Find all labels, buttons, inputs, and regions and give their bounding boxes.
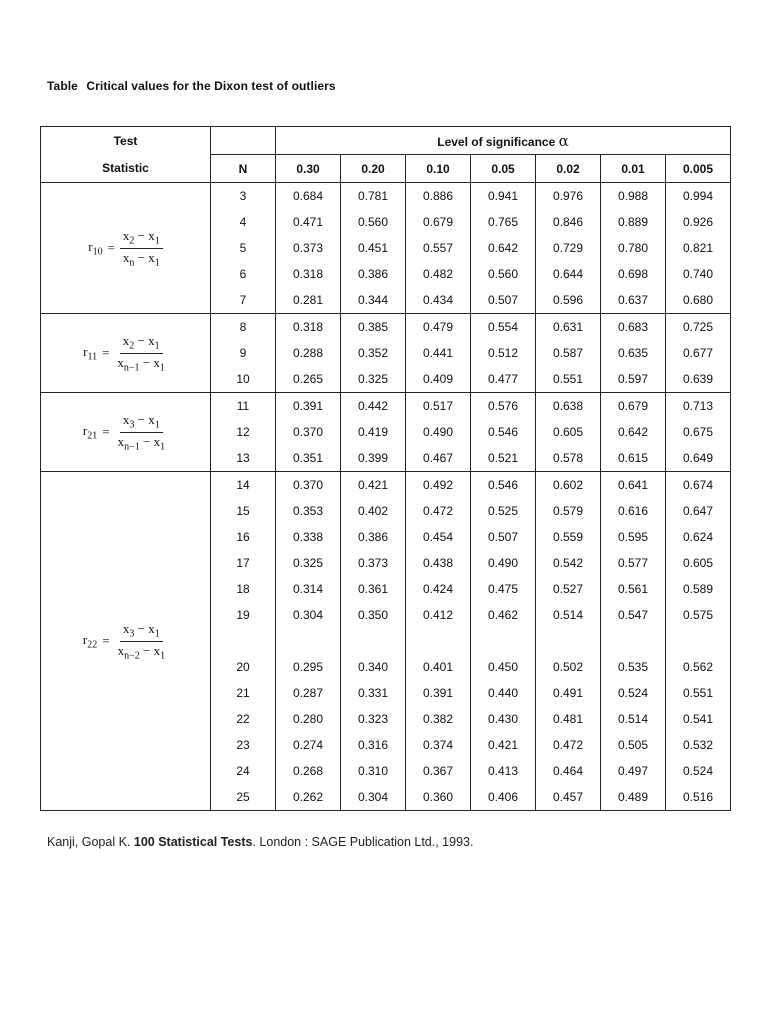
- formula-subscript: 22: [87, 639, 98, 651]
- citation-author: Kanji, Gopal K.: [47, 835, 131, 849]
- critical-value: 0.490: [406, 419, 471, 445]
- formula-symbol: r: [82, 631, 88, 647]
- critical-value: 0.304: [341, 784, 406, 811]
- critical-value: 0.638: [536, 393, 601, 420]
- critical-value: 0.344: [341, 287, 406, 314]
- critical-value: 0.409: [406, 366, 471, 393]
- n-value: 10: [211, 366, 276, 393]
- critical-value: 0.559: [536, 524, 601, 550]
- critical-value: 0.450: [471, 654, 536, 680]
- critical-value: 0.557: [406, 235, 471, 261]
- formula-subscript: n−1: [123, 362, 140, 374]
- header-alpha: 0.005: [666, 155, 731, 183]
- n-value: 22: [211, 706, 276, 732]
- critical-value: 0.318: [276, 314, 341, 341]
- critical-value: 0.941: [471, 183, 536, 210]
- critical-value: 0.587: [536, 340, 601, 366]
- critical-value: 0.385: [341, 314, 406, 341]
- critical-value: 0.360: [406, 784, 471, 811]
- critical-value: 0.442: [341, 393, 406, 420]
- critical-value: 0.370: [276, 419, 341, 445]
- critical-value: 0.780: [601, 235, 666, 261]
- formula-symbol: r: [83, 343, 88, 359]
- formula-symbol: r: [88, 238, 93, 254]
- critical-value: 0.524: [601, 680, 666, 706]
- table-row: [41, 393, 731, 420]
- n-value: 9: [211, 340, 276, 366]
- critical-value: 0.505: [601, 732, 666, 758]
- critical-value: 0.546: [471, 472, 536, 499]
- critical-value: 0.402: [341, 498, 406, 524]
- critical-value: 0.472: [536, 732, 601, 758]
- critical-value: 0.281: [276, 287, 341, 314]
- critical-value: 0.310: [341, 758, 406, 784]
- critical-value: 0.639: [666, 366, 731, 393]
- critical-value: 0.507: [471, 287, 536, 314]
- test-statistic-formula: [41, 314, 211, 393]
- critical-value: 0.438: [406, 550, 471, 576]
- formula-subscript: 1: [160, 650, 166, 662]
- n-value: 6: [211, 261, 276, 287]
- critical-value: 0.441: [406, 340, 471, 366]
- critical-value: 0.382: [406, 706, 471, 732]
- critical-value: 0.331: [341, 680, 406, 706]
- n-value: 3: [211, 183, 276, 210]
- formula-subscript: 1: [154, 257, 160, 269]
- formula-numerator: $x_2 - x_1$: [120, 228, 163, 249]
- critical-value: 0.602: [536, 472, 601, 499]
- critical-value: 0.596: [536, 287, 601, 314]
- critical-value: 0.406: [471, 784, 536, 811]
- header-test: Test: [41, 127, 211, 155]
- critical-value: [276, 628, 341, 654]
- critical-value: [536, 628, 601, 654]
- critical-value: 0.440: [471, 680, 536, 706]
- critical-value: 0.679: [406, 209, 471, 235]
- formula-symbol: x: [153, 354, 160, 370]
- level-label: Level of significance: [437, 134, 556, 149]
- critical-value: [406, 628, 471, 654]
- critical-value: 0.886: [406, 183, 471, 210]
- critical-value: 0.323: [341, 706, 406, 732]
- critical-value: 0.304: [276, 602, 341, 628]
- critical-value: [601, 628, 666, 654]
- critical-value: 0.988: [601, 183, 666, 210]
- critical-value: 0.821: [666, 235, 731, 261]
- critical-value: 0.507: [471, 524, 536, 550]
- formula-symbol: x: [122, 227, 130, 243]
- header-row-top: [41, 127, 731, 155]
- critical-value: 0.338: [276, 524, 341, 550]
- critical-value: 0.287: [276, 680, 341, 706]
- n-value: 23: [211, 732, 276, 758]
- critical-value: 0.477: [471, 366, 536, 393]
- critical-value: [666, 628, 731, 654]
- critical-value: 0.542: [536, 550, 601, 576]
- n-value: 19: [211, 602, 276, 628]
- critical-value: 0.674: [666, 472, 731, 499]
- formula-symbol: x: [148, 249, 155, 265]
- critical-value: 0.642: [471, 235, 536, 261]
- n-value: 12: [211, 419, 276, 445]
- dixon-critical-values-table: [40, 126, 731, 811]
- critical-value: 0.491: [536, 680, 601, 706]
- critical-value: 0.677: [666, 340, 731, 366]
- critical-value: 0.489: [601, 784, 666, 811]
- critical-value: 0.419: [341, 419, 406, 445]
- critical-value: 0.412: [406, 602, 471, 628]
- critical-value: 0.373: [341, 550, 406, 576]
- critical-value: 0.605: [536, 419, 601, 445]
- test-statistic-formula: [41, 472, 211, 811]
- critical-value: 0.729: [536, 235, 601, 261]
- critical-value: 0.514: [601, 706, 666, 732]
- critical-value: 0.615: [601, 445, 666, 472]
- formula-subscript: 1: [159, 362, 165, 374]
- formula-symbol: x: [122, 411, 130, 427]
- n-value: 11: [211, 393, 276, 420]
- n-value: 15: [211, 498, 276, 524]
- citation: [47, 835, 473, 849]
- formula-subscript: n−1: [124, 441, 140, 453]
- critical-value: 0.926: [666, 209, 731, 235]
- critical-value: 0.517: [406, 393, 471, 420]
- critical-value: 0.579: [536, 498, 601, 524]
- n-value: 18: [211, 576, 276, 602]
- critical-value: 0.471: [276, 209, 341, 235]
- critical-value: 0.725: [666, 314, 731, 341]
- formula-numerator: $x_3 - x_1$: [120, 412, 163, 433]
- critical-value: 0.413: [471, 758, 536, 784]
- critical-value: 0.265: [276, 366, 341, 393]
- critical-value: 0.532: [666, 732, 731, 758]
- critical-value: 0.464: [536, 758, 601, 784]
- formula-subscript: 1: [154, 340, 160, 352]
- critical-value: 0.454: [406, 524, 471, 550]
- critical-value: 0.525: [471, 498, 536, 524]
- formula-symbol: x: [117, 354, 124, 370]
- critical-value: 0.386: [341, 261, 406, 287]
- critical-value: 0.353: [276, 498, 341, 524]
- critical-value: 0.262: [276, 784, 341, 811]
- critical-value: 0.698: [601, 261, 666, 287]
- critical-value: 0.391: [276, 393, 341, 420]
- critical-value: 0.268: [276, 758, 341, 784]
- critical-value: 0.316: [341, 732, 406, 758]
- critical-value: 0.288: [276, 340, 341, 366]
- critical-value: 0.424: [406, 576, 471, 602]
- critical-value: 0.616: [601, 498, 666, 524]
- critical-value: 0.340: [341, 654, 406, 680]
- critical-value: 0.994: [666, 183, 731, 210]
- formula-subscript: 21: [87, 430, 98, 442]
- formula-denominator: $x_n - x_1$: [122, 249, 160, 269]
- table-row: [41, 472, 731, 499]
- formula-subscript: 1: [154, 419, 160, 431]
- critical-value: 0.497: [601, 758, 666, 784]
- n-value: 13: [211, 445, 276, 472]
- critical-value: 0.421: [471, 732, 536, 758]
- header-n-blank: [211, 127, 276, 155]
- critical-value: 0.421: [341, 472, 406, 499]
- critical-value: 0.846: [536, 209, 601, 235]
- formula-subscript: 2: [129, 340, 135, 352]
- equals-sign: =: [102, 633, 110, 648]
- header-row-bottom: [41, 155, 731, 183]
- critical-value: 0.554: [471, 314, 536, 341]
- critical-value: 0.679: [601, 393, 666, 420]
- critical-value: 0.274: [276, 732, 341, 758]
- critical-value: 0.492: [406, 472, 471, 499]
- critical-value: 0.512: [471, 340, 536, 366]
- header-alpha: 0.01: [601, 155, 666, 183]
- critical-value: 0.551: [666, 680, 731, 706]
- critical-value: 0.472: [406, 498, 471, 524]
- table-row: [41, 183, 731, 210]
- critical-value: 0.578: [536, 445, 601, 472]
- critical-value: 0.401: [406, 654, 471, 680]
- critical-value: 0.295: [276, 654, 341, 680]
- critical-value: 0.451: [341, 235, 406, 261]
- critical-value: 0.577: [601, 550, 666, 576]
- n-value: 8: [211, 314, 276, 341]
- critical-value: 0.781: [341, 183, 406, 210]
- critical-value: 0.605: [666, 550, 731, 576]
- formula-symbol: x: [122, 620, 130, 636]
- n-value: [211, 628, 276, 654]
- formula-symbol: x: [117, 433, 125, 449]
- header-alpha: 0.10: [406, 155, 471, 183]
- critical-value: 0.391: [406, 680, 471, 706]
- critical-value: 0.576: [471, 393, 536, 420]
- critical-value: 0.680: [666, 287, 731, 314]
- formula-symbol: x: [148, 227, 155, 243]
- formula-subscript: n: [129, 257, 135, 269]
- n-value: 17: [211, 550, 276, 576]
- critical-value: 0.361: [341, 576, 406, 602]
- formula-numerator: $x_3 - x_1$: [120, 621, 163, 642]
- critical-value: 0.350: [341, 602, 406, 628]
- header-alpha: 0.20: [341, 155, 406, 183]
- critical-value: 0.635: [601, 340, 666, 366]
- critical-value: 0.713: [666, 393, 731, 420]
- critical-value: 0.280: [276, 706, 341, 732]
- critical-value: 0.547: [601, 602, 666, 628]
- header-alpha: 0.02: [536, 155, 601, 183]
- critical-value: 0.575: [666, 602, 731, 628]
- table-caption: [47, 79, 336, 93]
- formula-symbol: x: [122, 249, 130, 265]
- critical-value: 0.318: [276, 261, 341, 287]
- critical-value: 0.551: [536, 366, 601, 393]
- critical-value: 0.546: [471, 419, 536, 445]
- critical-value: 0.644: [536, 261, 601, 287]
- formula-subscript: 1: [154, 235, 160, 247]
- critical-value: 0.527: [536, 576, 601, 602]
- table-row: [41, 314, 731, 341]
- critical-value: 0.367: [406, 758, 471, 784]
- formula-subscript: 1: [160, 441, 166, 453]
- formula-numerator: $x_2 - x_1$: [120, 333, 163, 354]
- critical-value: 0.502: [536, 654, 601, 680]
- critical-value: 0.597: [601, 366, 666, 393]
- table-body: [41, 183, 731, 811]
- n-value: 21: [211, 680, 276, 706]
- critical-value: 0.631: [536, 314, 601, 341]
- critical-value: 0.535: [601, 654, 666, 680]
- formula-symbol: x: [148, 411, 155, 427]
- formula-subscript: 11: [87, 351, 98, 363]
- formula-symbol: x: [117, 642, 125, 658]
- n-value: 16: [211, 524, 276, 550]
- critical-value: 0.562: [666, 654, 731, 680]
- citation-book: 100 Statistical Tests: [133, 835, 253, 849]
- formula-subscript: 2: [129, 235, 135, 247]
- critical-value: 0.462: [471, 602, 536, 628]
- critical-value: 0.373: [276, 235, 341, 261]
- critical-value: 0.386: [341, 524, 406, 550]
- critical-value: 0.595: [601, 524, 666, 550]
- header-statistic: Statistic: [41, 155, 211, 183]
- equals-sign: =: [107, 240, 115, 255]
- header-n: N: [211, 155, 276, 183]
- critical-value: 0.479: [406, 314, 471, 341]
- equals-sign: =: [102, 424, 110, 439]
- critical-value: 0.352: [341, 340, 406, 366]
- critical-value: 0.683: [601, 314, 666, 341]
- formula-symbol: r: [82, 422, 88, 438]
- n-value: 5: [211, 235, 276, 261]
- critical-value: 0.430: [471, 706, 536, 732]
- n-value: 20: [211, 654, 276, 680]
- test-statistic-formula: [41, 393, 211, 472]
- critical-value: 0.642: [601, 419, 666, 445]
- formula-denominator: $x_{n-2} - x_1$: [117, 642, 166, 662]
- test-statistic-formula: [41, 183, 211, 314]
- critical-value: 0.516: [666, 784, 731, 811]
- critical-value: 0.314: [276, 576, 341, 602]
- critical-value: 0.467: [406, 445, 471, 472]
- critical-value: 0.481: [536, 706, 601, 732]
- critical-value: 0.560: [471, 261, 536, 287]
- formula-symbol: x: [153, 642, 161, 658]
- formula-symbol: x: [148, 620, 155, 636]
- critical-value: 0.457: [536, 784, 601, 811]
- critical-value: 0.399: [341, 445, 406, 472]
- equals-sign: =: [102, 345, 110, 360]
- critical-value: [471, 628, 536, 654]
- caption-title: Critical values for the Dixon test of outliers: [86, 79, 336, 93]
- critical-value: 0.351: [276, 445, 341, 472]
- header-level-of-significance: [276, 127, 731, 155]
- n-value: 25: [211, 784, 276, 811]
- critical-value: 0.541: [666, 706, 731, 732]
- critical-value: 0.490: [471, 550, 536, 576]
- critical-value: 0.765: [471, 209, 536, 235]
- critical-value: 0.524: [666, 758, 731, 784]
- critical-value: 0.641: [601, 472, 666, 499]
- formula-subscript: n−2: [124, 650, 140, 662]
- n-value: 24: [211, 758, 276, 784]
- formula-subscript: 3: [129, 419, 135, 431]
- critical-value: 0.325: [276, 550, 341, 576]
- critical-value: 0.637: [601, 287, 666, 314]
- critical-value: 0.561: [601, 576, 666, 602]
- critical-value: 0.649: [666, 445, 731, 472]
- formula-subscript: 1: [154, 628, 160, 640]
- critical-value: 0.482: [406, 261, 471, 287]
- critical-value: 0.589: [666, 576, 731, 602]
- formula-denominator: $x_{n-1} - x_1$: [117, 354, 165, 374]
- critical-value: 0.684: [276, 183, 341, 210]
- critical-value: 0.370: [276, 472, 341, 499]
- n-value: 14: [211, 472, 276, 499]
- header-alpha: 0.30: [276, 155, 341, 183]
- critical-value: 0.521: [471, 445, 536, 472]
- header-alpha: 0.05: [471, 155, 536, 183]
- critical-value: 0.675: [666, 419, 731, 445]
- critical-value: 0.976: [536, 183, 601, 210]
- formula-symbol: x: [153, 433, 161, 449]
- critical-value: 0.475: [471, 576, 536, 602]
- critical-value: 0.514: [536, 602, 601, 628]
- formula-symbol: x: [122, 332, 130, 348]
- critical-value: 0.434: [406, 287, 471, 314]
- n-value: 7: [211, 287, 276, 314]
- critical-value: 0.325: [341, 366, 406, 393]
- critical-value: 0.374: [406, 732, 471, 758]
- formula-denominator: $x_{n-1} - x_1$: [117, 433, 166, 453]
- citation-rest: . London : SAGE Publication Ltd., 1993.: [252, 835, 474, 849]
- formula-subscript: 10: [92, 246, 103, 258]
- critical-value: 0.624: [666, 524, 731, 550]
- n-value: 4: [211, 209, 276, 235]
- formula-subscript: 3: [129, 628, 135, 640]
- caption-lead: Table: [47, 79, 78, 93]
- alpha-symbol: α: [558, 131, 569, 150]
- critical-value: 0.560: [341, 209, 406, 235]
- critical-value: 0.889: [601, 209, 666, 235]
- critical-value: [341, 628, 406, 654]
- formula-symbol: x: [148, 332, 155, 348]
- critical-value: 0.740: [666, 261, 731, 287]
- critical-value: 0.647: [666, 498, 731, 524]
